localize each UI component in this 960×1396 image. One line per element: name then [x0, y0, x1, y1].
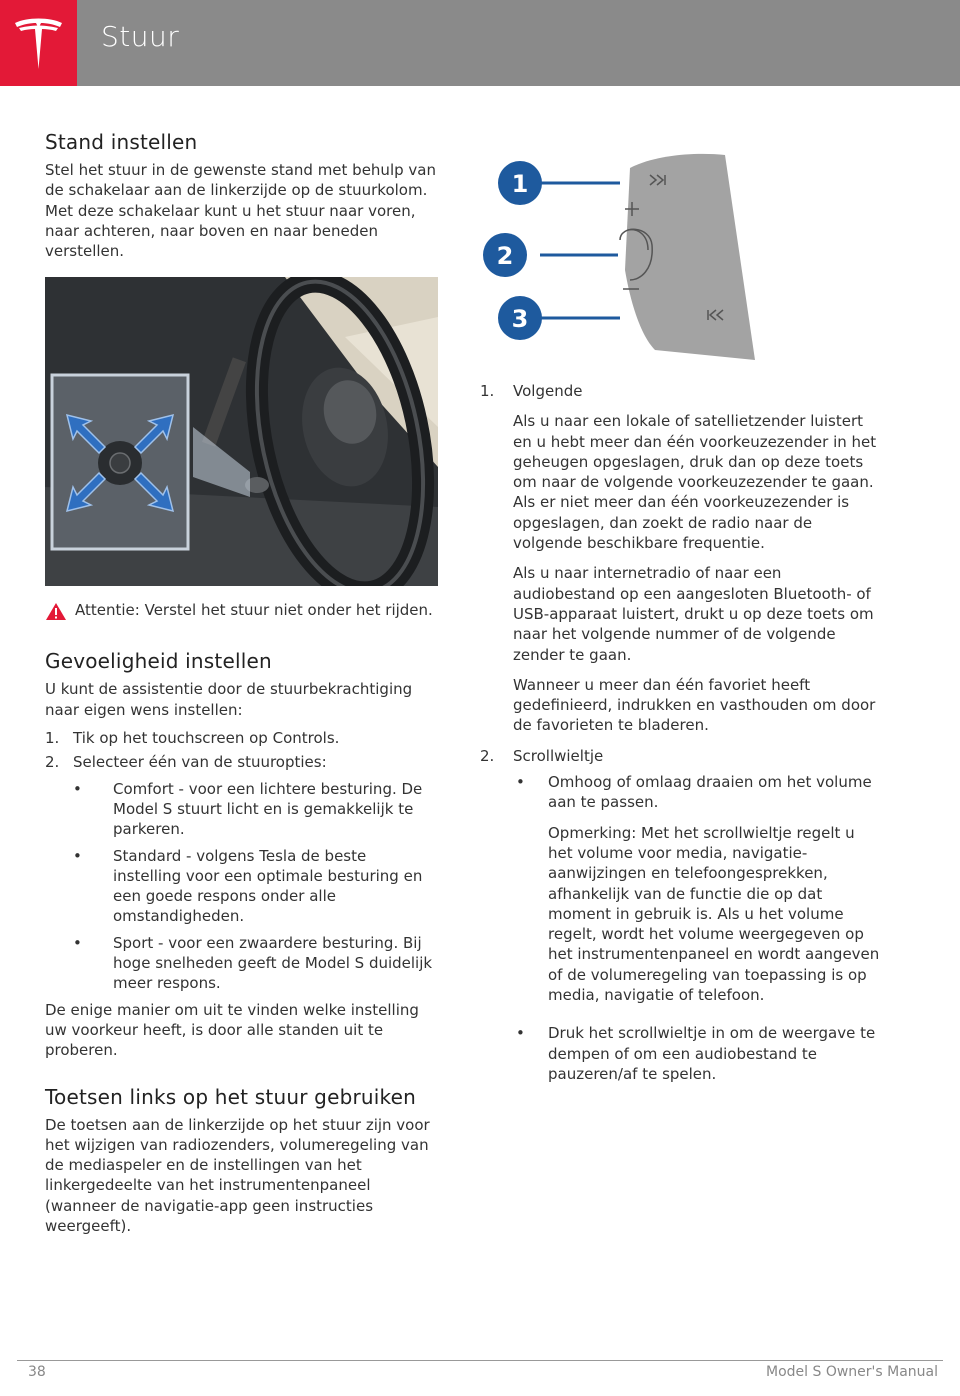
- right-column: [480, 150, 880, 1102]
- callout-2: 2: [496, 242, 514, 270]
- section-heading-left-buttons: Toetsen links op het stuur gebruiken: [45, 1084, 416, 1109]
- note-text: Opmerking: Met het scrollwieltje regelt u het volume voor media, navigatie-aanwijzingen en telefoongesprekken, afhankelijk van de functie die op dat moment in gebruik is. Als u het volume regelt, wordt het volume weergegeven op het instrumentenpaneel en wordt aangeven of de volumeregeling van toepassing is op media, navigatie of telefoon.: [548, 823, 880, 1005]
- item-paragraph: Wanneer u meer dan één favoriet heeft gedefinieerd, indrukken en vasthouden om door de favorieten te bladeren.: [513, 675, 876, 735]
- scrollwheel-bullets: [513, 772, 880, 1094]
- steps-list: [45, 728, 438, 773]
- list-item: 1. Tik op het touchscreen op Controls.: [45, 729, 340, 748]
- steering-wheel-illustration: [45, 277, 438, 586]
- section-intro-sensitivity: U kunt de assistentie door de stuurbekrachtiging naar eigen wens instellen:: [45, 680, 413, 719]
- page-title: Stuur: [101, 20, 180, 53]
- list-item: 1. Volgende Als u naar een lokale of satellietzender luistert en u hebt meer dan één voorkeuzezender in het geheugen opgeslagen, druk dan op deze toets om naar de volgende voorkeuzezender te gaan. Als er niet meer dan één voorkeuzezender is opgeslagen, dan zoekt de radio naar de volgende beschikbare frequentie. Als u naar internetradio of naar een audiobestand op een aangesloten Bluetooth- of USB-apparaat luistert, drukt u op deze toets om naar het volgende nummer of de volgende zender te gaan. Wanneer u meer dan één favoriet heeft gedefinieerd, indrukken en vasthouden om door de favorieten te bladeren.: [480, 381, 880, 746]
- tesla-logo-icon: [13, 17, 64, 69]
- footer-divider: [17, 1360, 943, 1361]
- callout-1: 1: [511, 170, 529, 198]
- list-item: • Comfort - voor een lichtere besturing. De Model S stuurt licht en is gemakkelijk te parkeren.: [73, 779, 423, 839]
- steering-column-photo: [45, 277, 438, 586]
- section-heading-position: Stand instellen: [45, 130, 198, 154]
- list-item: • Sport - voor een zwaardere besturing. Bij hoge snelheden geeft de Model S duidelijk meer respons.: [73, 933, 433, 993]
- item-paragraph: Als u naar een lokale of satellietzender luistert en u hebt meer dan één voorkeuzezender in het geheugen opgeslagen, druk dan op deze toets om naar de volgende voorkeuzezender te gaan. Als er niet meer dan één voorkeuzezender is opgeslagen, dan zoekt de radio naar de volgende beschikbare frequentie.: [513, 412, 877, 553]
- list-item: • Omhoog of omlaag draaien om het volume aan te passen. Opmerking: Met het scrollwieltje regelt u het volume voor media, navigatie-aanwijzingen en telefoongesprekken, afhankelijk van de functie die op dat moment in gebruik is. Als u het volume regelt, wordt het volume weergegeven op het instrumentenpaneel en wordt aangeven of de volumeregeling van toepassing is op media, navigatie of telefoon.: [516, 773, 880, 1005]
- left-column: [45, 130, 438, 1236]
- warning-note: [45, 600, 438, 625]
- list-item: • Standard - volgens Tesla de beste instelling voor een optimale besturing en een goede respons onder alle omstandigheden.: [73, 846, 423, 926]
- buttons-description-list: [480, 381, 880, 1102]
- page-number: 38: [28, 1364, 46, 1380]
- list-item: • Druk het scrollwieltje in om de weergave te dempen of om een audiobestand te pauzeren/af te spelen.: [516, 1024, 876, 1083]
- warning-triangle-icon: [45, 600, 75, 625]
- item-title: Volgende: [513, 382, 583, 400]
- left-buttons-diagram: [480, 150, 800, 375]
- section-outro-sensitivity: De enige manier om uit te vinden welke instelling uw voorkeur heeft, is door alle standen uit te proberen.: [45, 1000, 419, 1060]
- item-title: Scrollwieltje: [513, 746, 604, 765]
- section-heading-sensitivity: Gevoeligheid instellen: [45, 649, 272, 674]
- list-item: 2. Selecteer één van de stuuropties:: [45, 753, 327, 772]
- callout-3: 3: [511, 305, 529, 333]
- page-header: [0, 0, 960, 86]
- section-body-left-buttons: De toetsen aan de linkerzijde op het stuur zijn voor het wijzigen van radiozenders, volumeregeling van de mediaspeler en de instellingen van het linkergedeelte van het instrumentenpaneel (wanneer de navigatie-app geen instructies weergeeft).: [45, 1115, 430, 1236]
- item-paragraph: Als u naar internetradio of naar een audiobestand op een aangesloten Bluetooth- of USB-apparaat luistert, drukt u op deze toets om naar het volgende nummer of de volgende zender te gaan.: [513, 564, 874, 664]
- warning-text: Attentie: Verstel het stuur niet onder het rijden.: [75, 601, 433, 620]
- left-buttons-illustration: [480, 150, 800, 375]
- list-item: 2. Scrollwieltje • Omhoog of omlaag draaien om het volume aan te passen. Opmerking: Met het scrollwieltje regelt u het volume voor media, navigatie-aanwijzingen en telefoongesprekken, afhankelijk van de functie die op dat moment in gebruik is. Als u het volume regelt, wordt het volume weergegeven op het instrumentenpaneel en wordt aangeven of de volumeregeling van toepassing is op media, navigatie of telefoon. • Druk het scrollwieltje in om de weergave te dempen of om een audiobestand te pauzeren/af te spelen.: [480, 746, 880, 1102]
- section-body-position: Stel het stuur in de gewenste stand met behulp van de schakelaar aan de linkerzijde op de stuurkolom. Met deze schakelaar kunt u het stuur naar voren, naar achteren, naar boven en naar beneden verstellen.: [45, 161, 436, 261]
- manual-title: Model S Owner's Manual: [766, 1364, 938, 1380]
- tesla-logo: [0, 0, 77, 86]
- steering-options-list: [65, 779, 438, 994]
